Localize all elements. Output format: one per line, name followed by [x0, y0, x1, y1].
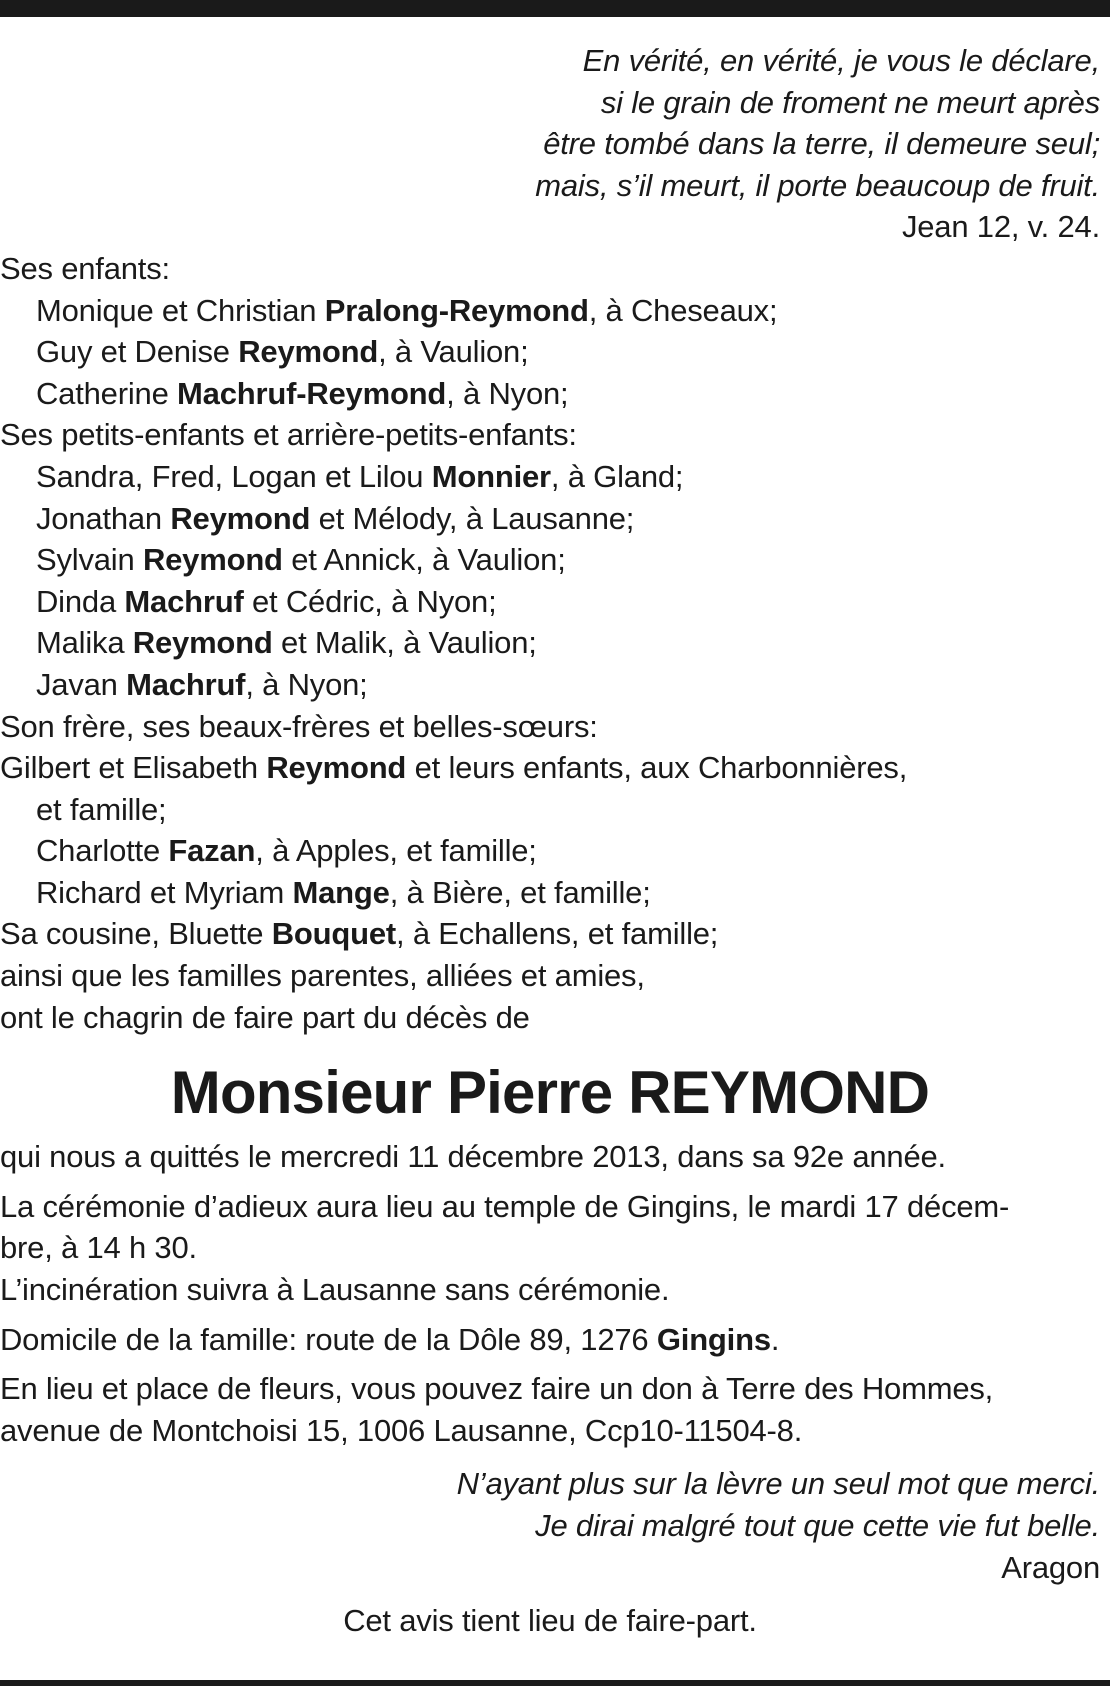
quote-line: Je dirai malgré tout que cette vie fut belle.	[535, 1508, 1100, 1543]
quote-line: être tombé dans la terre, il demeure seul;	[543, 126, 1100, 162]
family-entry-continuation: et famille;	[36, 791, 167, 827]
family-entry: Guy et Denise Reymond, à Vaulion;	[36, 334, 529, 370]
obituary-notice	[0, 40, 1100, 1642]
bible-quote	[0, 40, 1100, 248]
family-entry: Charlotte Fazan, à Apples, et famille;	[36, 833, 537, 869]
ceremony-line: La cérémonie d’adieux aura lieu au temple de Gingins, le mardi 17 décem-	[0, 1188, 1010, 1224]
family-entry: Sylvain Reymond et Annick, à Vaulion;	[36, 542, 566, 578]
quote-line: En vérité, en vérité, je vous le déclare,	[582, 43, 1100, 78]
family-entry: Monique et Christian Pralong-Reymond, à Cheseaux;	[36, 292, 778, 328]
domicile-text: Domicile de la famille: route de la Dôle 89, 1276 Gingins.	[0, 1321, 780, 1357]
grandchildren-heading: Ses petits-enfants et arrière-petits-enfants:	[0, 417, 577, 453]
siblings-heading: Son frère, ses beaux-frères et belles-sœurs:	[0, 708, 598, 744]
family-entry: Catherine Machruf-Reymond, à Nyon;	[36, 375, 569, 411]
ceremony-text	[0, 1186, 1100, 1311]
quote-source: Jean 12, v. 24.	[901, 209, 1100, 245]
bottom-rule	[0, 1680, 1110, 1686]
family-list	[0, 248, 1100, 1038]
donation-line: En lieu et place de fleurs, vous pouvez faire un don à Terre des Hommes,	[0, 1371, 994, 1407]
top-rule	[0, 0, 1110, 17]
ceremony-line: bre, à 14 h 30.	[0, 1230, 197, 1266]
closing-line: ont le chagrin de faire part du décès de	[0, 999, 530, 1035]
details	[0, 1136, 1100, 1451]
quote-author: Aragon	[1001, 1549, 1100, 1585]
closing-quote	[0, 1463, 1100, 1588]
children-heading: Ses enfants:	[0, 250, 170, 286]
passing-text: qui nous a quittés le mercredi 11 décembre 2013, dans sa 92e année.	[0, 1139, 946, 1175]
donation-line: avenue de Montchoisi 15, 1006 Lausanne, Ccp10-11504-8.	[0, 1412, 803, 1448]
cousin-entry: Sa cousine, Bluette Bouquet, à Echallens, et famille;	[0, 916, 719, 952]
family-entry: Gilbert et Elisabeth Reymond et leurs enfants, aux Charbonnières,	[0, 750, 908, 786]
family-entry: Sandra, Fred, Logan et Lilou Monnier, à Gland;	[36, 458, 684, 494]
closing-line: ainsi que les familles parentes, alliées et amies,	[0, 958, 645, 994]
quote-line: si le grain de froment ne meurt après	[600, 84, 1100, 120]
family-entry: Javan Machruf, à Nyon;	[36, 666, 368, 702]
family-entry: Richard et Myriam Mange, à Bière, et famille;	[36, 874, 651, 910]
quote-line: mais, s’il meurt, il porte beaucoup de fruit.	[535, 167, 1100, 203]
quote-line: N’ayant plus sur la lèvre un seul mot que merci.	[456, 1466, 1100, 1502]
family-entry: Dinda Machruf et Cédric, à Nyon;	[36, 583, 497, 619]
deceased-name: Monsieur Pierre REYMOND	[170, 1059, 930, 1127]
donation-text	[0, 1368, 1100, 1451]
incineration-line: L’incinération suivra à Lausanne sans cérémonie.	[0, 1272, 670, 1308]
family-entry: Jonathan Reymond et Mélody, à Lausanne;	[36, 500, 635, 536]
notice-text: Cet avis tient lieu de faire-part.	[343, 1603, 757, 1639]
family-entry: Malika Reymond et Malik, à Vaulion;	[36, 625, 537, 661]
